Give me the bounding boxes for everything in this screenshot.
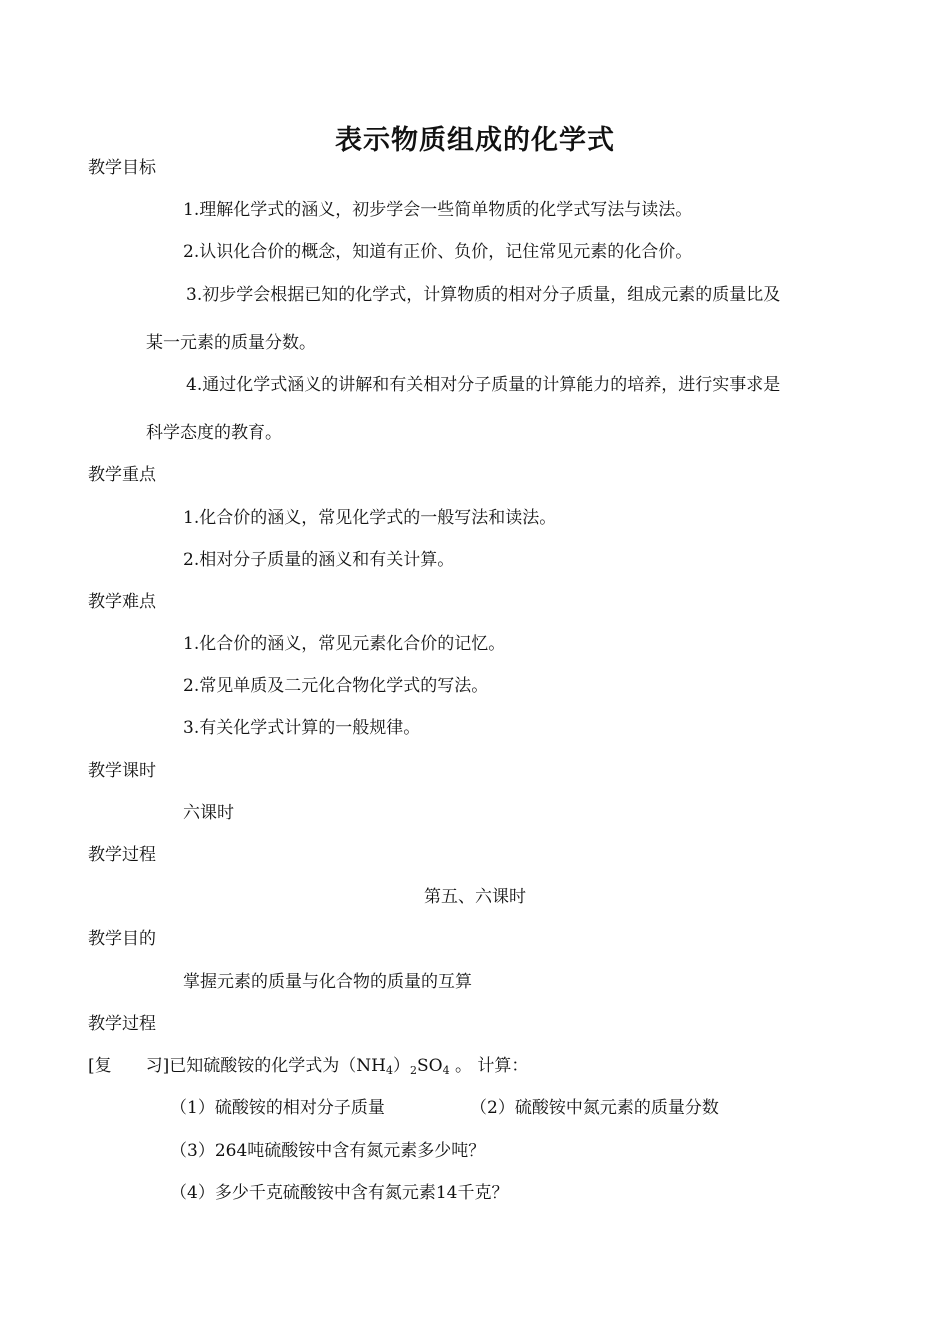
process-heading: 教学过程 [88, 845, 156, 865]
review-line [88, 1054, 528, 1083]
key-point-item-1: 1.化合价的涵义，常见化学式的一般写法和读法。 [183, 508, 557, 528]
question-2: （2）硫酸铵中氮元素的质量分数 [470, 1098, 719, 1118]
question-3: （3）264吨硫酸铵中含有氮元素多少吨？ [170, 1141, 486, 1161]
review-label: [复 习] [88, 1056, 170, 1076]
session-title: 第五、六课时 [424, 887, 526, 907]
key-point-item-2: 2.相对分子质量的涵义和有关计算。 [183, 550, 455, 570]
question-4: （4）多少千克硫酸铵中含有氮元素14千克？ [170, 1183, 509, 1203]
review-text-2: ） [392, 1056, 410, 1076]
review-text-4: 。 计算： [449, 1056, 529, 1076]
purpose-item: 掌握元素的质量与化合物的质量的互算 [183, 972, 472, 992]
formula-subscript-2: 2 [409, 1064, 417, 1077]
question-1: （1）硫酸铵的相对分子质量 [170, 1098, 385, 1118]
review-text-3: SO [416, 1056, 443, 1076]
objective-item-1: 1.理解化学式的涵义，初步学会一些简单物质的化学式写法与读法。 [183, 200, 693, 220]
objective-item-3-continued: 某一元素的质量分数。 [146, 333, 316, 353]
difficulty-item-2: 2.常见单质及二元化合物化学式的写法。 [183, 676, 489, 696]
objective-item-4: 4.通过化学式涵义的讲解和有关相对分子质量的计算能力的培养，进行实事求是 [186, 375, 781, 395]
periods-value: 六课时 [183, 803, 234, 823]
document-title: 表示物质组成的化学式 [335, 125, 615, 156]
key-points-heading: 教学重点 [88, 465, 156, 485]
difficulty-item-1: 1.化合价的涵义，常见元素化合价的记忆。 [183, 634, 506, 654]
objectives-heading: 教学目标 [88, 158, 156, 178]
formula-subscript-3: 4 [442, 1064, 450, 1077]
periods-heading: 教学课时 [88, 761, 156, 781]
objective-item-2: 2.认识化合价的概念，知道有正价、负价，记住常见元素的化合价。 [183, 242, 693, 262]
formula-subscript-1: 4 [385, 1064, 393, 1077]
review-text: 已知硫酸铵的化学式为（NH [169, 1056, 386, 1076]
objective-item-3: 3.初步学会根据已知的化学式，计算物质的相对分子质量，组成元素的质量比及 [186, 285, 781, 305]
purpose-heading: 教学目的 [88, 929, 156, 949]
objective-item-4-continued: 科学态度的教育。 [146, 423, 282, 443]
process-heading-2: 教学过程 [88, 1014, 156, 1034]
difficulty-item-3: 3.有关化学式计算的一般规律。 [183, 718, 421, 738]
difficulties-heading: 教学难点 [88, 592, 156, 612]
